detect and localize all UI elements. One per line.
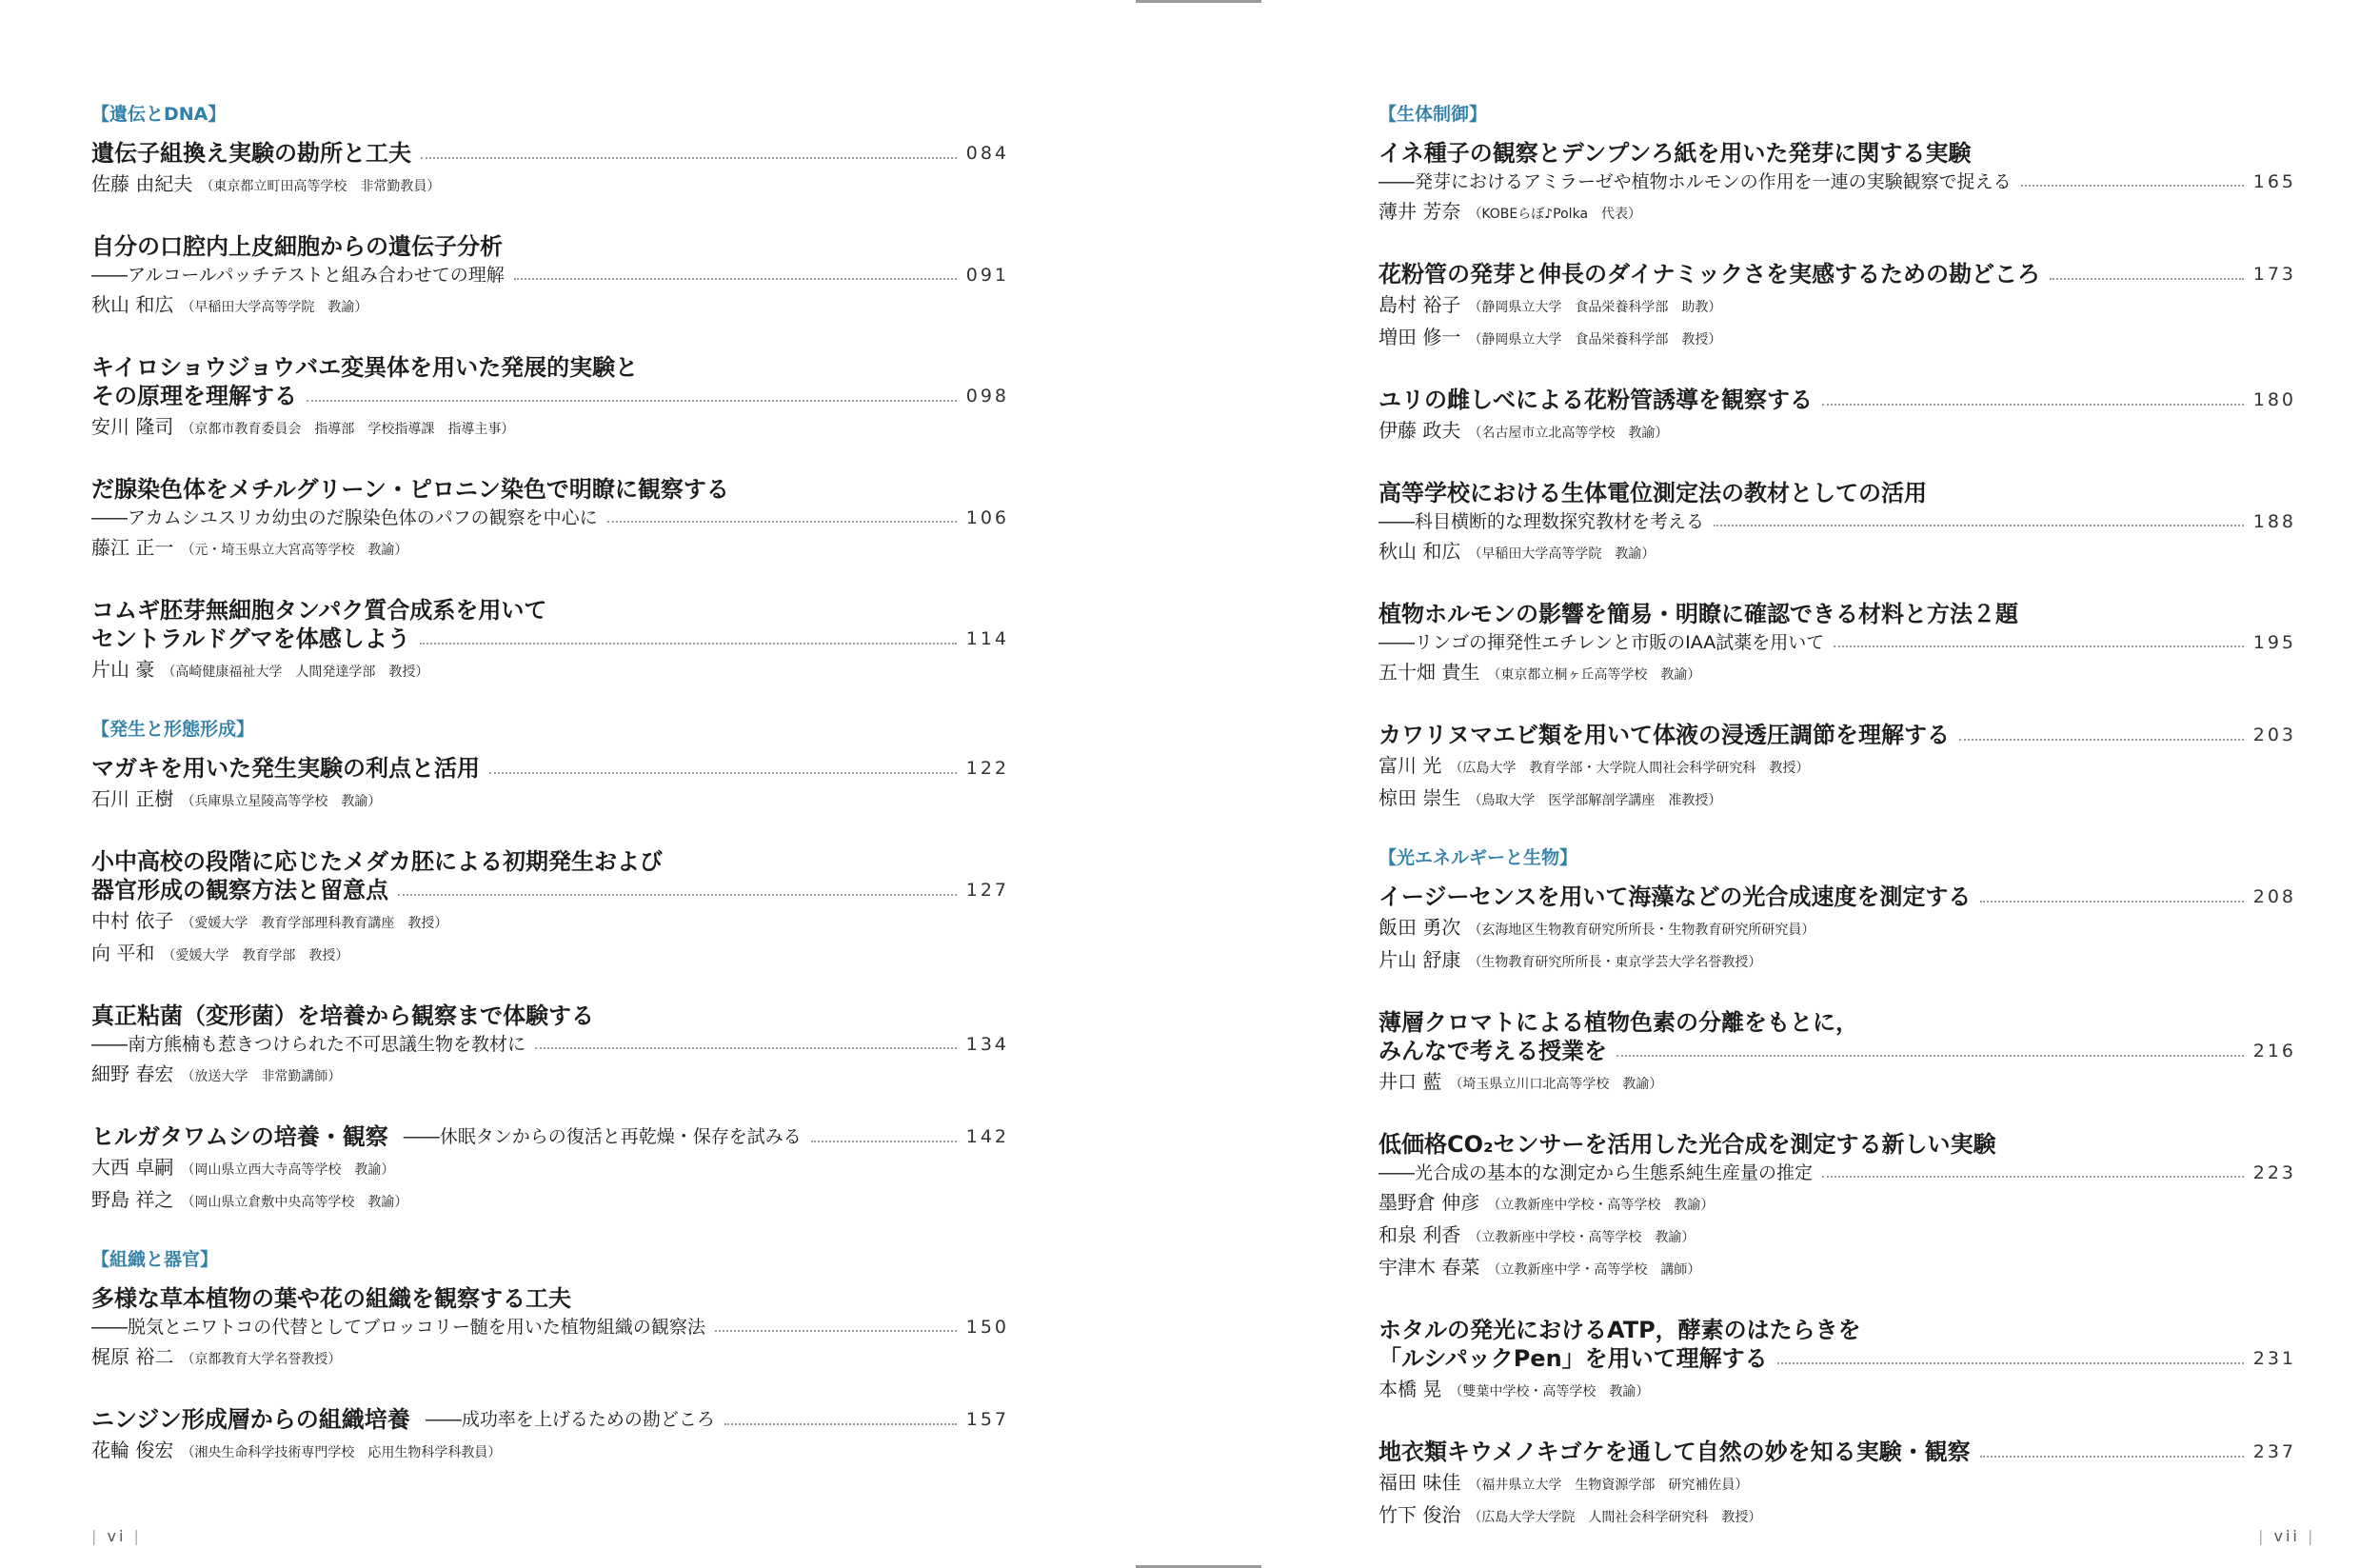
section-heading: 【光エネルギーと生物】 [1378,847,1578,868]
author-line [91,1186,1009,1216]
author-affiliation: （東京都立桐ヶ丘高等学校 教諭） [1487,667,1701,683]
author-affiliation: （埼玉県立川口北高等学校 教諭） [1449,1077,1663,1092]
dot-leader [2021,185,2244,187]
author-name: 薄井 芳奈 [1378,200,1461,223]
author-line [1378,538,2296,567]
page-number[interactable]: 134 [965,1034,1009,1055]
entry-title[interactable]: 遺伝子組換え実験の勘所と工夫 [91,140,411,167]
toc-entry[interactable] [1378,883,2296,976]
author-affiliation: （広島大学 教育学部・大学院人間社会科学研究科 教授） [1449,761,1810,776]
entry-subtitle: ――リンゴの揮発性エチレンと市販のIAA試薬を用いて [1378,632,1825,653]
author-line [91,907,1009,937]
author-affiliation: （岡山県立西大寺高等学校 教諭） [181,1162,395,1178]
entry-title-row[interactable] [91,876,1009,904]
page-number[interactable]: 188 [2252,511,2296,532]
author-name: 中村 依子 [91,909,174,932]
entry-title-row[interactable] [1378,139,2296,168]
author-name: 秋山 和広 [91,293,174,316]
toc-section [91,718,1009,1216]
toc-entry[interactable] [91,139,1009,200]
dot-leader [514,278,957,280]
page-number[interactable]: 208 [2252,886,2296,907]
gutter-mark-top [1136,0,1261,3]
section-heading: 【遺伝とDNA】 [91,104,227,125]
author-line [1378,1221,2296,1251]
entry-title[interactable]: 地衣類キウメノキゴケを通して自然の妙を知る実験・観察 [1378,1439,1971,1465]
entry-title[interactable]: 自分の口腔内上皮細胞からの遺伝子分析 [91,233,503,260]
entry-subtitle-row [91,1314,1009,1340]
entry-title-line[interactable]: コムギ胚芽無細胞タンパク質合成系を用いて [91,597,547,624]
author-line [91,413,1009,443]
page-number[interactable]: 122 [965,758,1009,779]
author-affiliation: （静岡県立大学 食品栄養科学部 助教） [1468,300,1722,315]
dot-leader [1777,1362,2244,1364]
entry-title-row[interactable] [91,139,1009,168]
toc-entry[interactable] [1378,139,2296,228]
author-name: 富川 光 [1378,754,1442,777]
author-line [1378,946,2296,976]
toc-entry[interactable] [1378,1008,2296,1098]
author-affiliation: （生物教育研究所所長・東京学芸大学名誉教授） [1468,955,1762,970]
toc-entry[interactable] [1378,1130,2296,1283]
author-affiliation: （名古屋市立北高等学校 教諭） [1468,426,1669,441]
author-affiliation: （早稲田大学高等学院 教諭） [181,300,368,315]
entry-title-row[interactable] [1378,883,2296,911]
entry-title-row[interactable] [91,625,1009,653]
entry-title-row[interactable] [91,475,1009,504]
dot-leader [1714,525,2244,526]
author-line [1378,1501,2296,1531]
dot-leader [724,1423,957,1425]
author-name: 島村 裕子 [1378,293,1461,316]
entry-subtitle: ――科目横断的な理数探究教材を考える [1378,511,1705,532]
entry-title[interactable]: ヒルガタワムシの培養・観察 [91,1123,388,1150]
author-affiliation: （元・埼玉県立大宮高等学校 教諭） [181,543,408,558]
entry-title[interactable]: カワリヌマエビ類を用いて体液の浸透圧調節を理解する [1378,722,1950,748]
toc-entry[interactable] [1378,721,2296,814]
dot-leader [1959,739,2244,741]
entry-title-line[interactable]: キイロショウジョウバエ変異体を用いた発展的実験と [91,354,639,381]
toc-entry[interactable] [91,353,1009,443]
entry-title-row[interactable] [1378,386,2296,414]
page-number[interactable]: 223 [2252,1162,2296,1183]
author-name: 福田 味佳 [1378,1471,1461,1494]
author-affiliation: （静岡県立大学 食品栄養科学部 教授） [1468,332,1722,347]
toc-section [91,103,1009,685]
author-line [1378,198,2296,228]
entry-subtitle-row [1378,1160,2296,1186]
author-name: 石川 正樹 [91,787,174,810]
toc-right-page [1378,103,2296,1563]
page-number[interactable]: 180 [2252,389,2296,410]
author-name: 本橋 晃 [1378,1378,1442,1400]
folio-left: | vi | [91,1527,142,1545]
author-affiliation: （KOBEらぼ♪Polka 代表） [1468,207,1642,222]
entry-subtitle-row [1378,629,2296,656]
entry-title[interactable]: 器官形成の観察方法と留意点 [91,877,388,903]
author-line [1378,1376,2296,1405]
author-line [1378,1469,2296,1499]
toc-entry[interactable] [1378,600,2296,688]
author-line [91,534,1009,564]
author-affiliation: （立教新座中学・高等学校 講師） [1487,1262,1701,1278]
section-heading: 【発生と形態形成】 [91,719,255,740]
page-number[interactable]: 084 [965,143,1009,164]
author-line [1378,1068,2296,1098]
author-affiliation: （立教新座中学校・高等学校 教諭） [1468,1230,1696,1245]
entry-title[interactable]: ニンジン形成層からの組織培養 [91,1406,410,1433]
folio-right: | vii | [2258,1527,2316,1545]
dot-leader [1980,1456,2244,1458]
dot-leader [535,1047,957,1049]
author-line [91,1154,1009,1183]
author-line [1378,752,2296,782]
toc-entry[interactable] [1378,479,2296,567]
entry-title[interactable]: その原理を理解する [91,383,297,409]
author-affiliation: （京都教育大学名誉教授） [181,1352,342,1367]
author-affiliation: （玄海地区生物教育研究所所長・生物教育研究所研究員） [1468,923,1815,938]
toc-entry[interactable] [91,754,1009,815]
toc-entry[interactable] [1378,1316,2296,1405]
entry-subtitle: ――南方熊楠も惹きつけられた不可思議生物を教材に [91,1034,526,1055]
author-affiliation: （広島大学大学院 人間社会科学研究科 教授） [1468,1510,1762,1525]
entry-title-row[interactable] [91,1122,1009,1151]
entry-subtitle: ――アルコールパッチテストと組み合わせての理解 [91,265,505,286]
toc-entry[interactable] [1378,386,2296,447]
author-name: 秋山 和広 [1378,540,1461,563]
entry-subtitle: ――光合成の基本的な測定から生態系純生産量の推定 [1378,1162,1814,1183]
toc-entry[interactable] [91,847,1009,969]
author-affiliation: （鳥取大学 医学部解剖学講座 准教授） [1468,793,1722,808]
author-affiliation: （高崎健康福祉大学 人間発達学部 教授） [162,665,429,680]
author-name: 大西 卓嗣 [91,1156,174,1179]
page-number[interactable]: 098 [965,386,1009,407]
entry-title-line[interactable]: 小中高校の段階に応じたメダカ胚による初期発生および [91,848,663,875]
toc-left-page [91,103,1009,1499]
toc-entry[interactable] [91,232,1009,321]
author-affiliation: （雙葉中学校・高等学校 教諭） [1449,1384,1650,1399]
author-name: 向 平和 [91,942,155,964]
entry-title[interactable]: みんなで考える授業を [1378,1038,1607,1064]
entry-title-row[interactable] [91,232,1009,261]
entry-title[interactable]: だ腺染色体をメチルグリーン・ピロニン染色で明瞭に観察する [91,476,729,503]
author-name: 佐藤 由紀夫 [91,172,193,195]
dot-leader [1980,901,2243,903]
author-name: 藤江 正一 [91,536,174,559]
author-line [91,785,1009,815]
toc-section [91,1248,1009,1466]
dot-leader [420,643,957,645]
section-heading: 【生体制御】 [1378,104,1488,125]
dot-leader [421,157,957,159]
dot-leader [1834,645,2243,647]
author-name: 伊藤 政夫 [1378,419,1461,442]
author-affiliation: （湘央生命科学技術専門学校 応用生物科学科教員） [181,1445,502,1460]
entry-title-row[interactable] [91,1002,1009,1030]
author-line [1378,324,2296,353]
author-line [91,1343,1009,1373]
page-number[interactable]: 106 [965,507,1009,528]
page-number[interactable]: 150 [965,1317,1009,1338]
author-line [1378,914,2296,943]
toc-entry[interactable] [91,1405,1009,1466]
entry-title[interactable]: 多様な草本植物の葉や花の組織を観察する工夫 [91,1285,571,1312]
dot-leader [607,521,957,523]
author-line [1378,417,2296,447]
entry-title-row[interactable] [1378,1130,2296,1159]
dot-leader [2050,278,2244,280]
page-number[interactable]: 195 [2252,632,2296,653]
author-affiliation: （愛媛大学 教育学部 教授） [162,948,349,963]
page-number[interactable]: 127 [965,880,1009,901]
entry-subtitle: ――成功率を上げるための勘どころ [425,1409,715,1430]
author-name: 井口 藍 [1378,1070,1442,1093]
toc-entry[interactable] [91,475,1009,564]
entry-title[interactable]: 高等学校における生体電位測定法の教材としての活用 [1378,480,1927,506]
page-number[interactable]: 173 [2252,264,2296,285]
dot-leader [715,1330,957,1332]
author-line [1378,1189,2296,1219]
author-name: 花輪 俊宏 [91,1439,174,1461]
entry-subtitle-row [91,262,1009,288]
entry-title[interactable]: 低価格CO₂センサーを活用した光合成を測定する新しい実験 [1378,1131,1996,1158]
page-number[interactable]: 091 [965,265,1009,286]
entry-title[interactable]: 真正粘菌（変形菌）を培養から観察まで体験する [91,1002,594,1029]
toc-section [1378,103,2296,814]
author-name: 野島 祥之 [91,1188,174,1211]
entry-subtitle-row [1378,169,2296,195]
author-name: 竹下 俊治 [1378,1503,1461,1526]
author-affiliation: （岡山県立倉敷中央高等学校 教諭） [181,1195,408,1210]
toc-entry[interactable] [91,1002,1009,1090]
page-number[interactable]: 231 [2252,1348,2296,1369]
page-number[interactable]: 165 [2252,171,2296,192]
entry-title-row[interactable] [1378,260,2296,288]
entry-subtitle-row [1378,508,2296,535]
author-affiliation: （兵庫県立星陵高等学校 教諭） [181,794,382,809]
entry-subtitle: ――脱気とニワトコの代替としてブロッコリー髄を用いた植物組織の観察法 [91,1317,705,1338]
page-number[interactable]: 157 [965,1409,1009,1430]
author-affiliation: （京都市教育委員会 指導部 学校指導課 指導主事） [181,422,515,437]
entry-title-row[interactable] [91,1405,1009,1434]
author-name: 五十畑 貴生 [1378,661,1480,684]
author-line [91,170,1009,200]
author-line [1378,784,2296,814]
entry-title-row[interactable] [1378,721,2296,749]
entry-title[interactable]: マガキを用いた発生実験の利点と活用 [91,755,480,782]
author-affiliation: （愛媛大学 教育学部理科教育講座 教授） [181,916,448,931]
author-name: 片山 豪 [91,658,155,681]
author-line [1378,659,2296,688]
dot-leader [489,772,957,774]
author-affiliation: （立教新座中学校・高等学校 教諭） [1487,1198,1715,1213]
entry-subtitle-row [91,505,1009,531]
dot-leader [1616,1055,2244,1057]
dot-leader [1822,1176,2244,1178]
author-affiliation: （福井県立大学 生物資源学部 研究補佐員） [1468,1478,1749,1493]
entry-title-row[interactable] [1378,1438,2296,1466]
author-affiliation: （東京都立町田高等学校 非常勤教員） [200,179,441,194]
entry-title[interactable]: 花粉管の発芽と伸長のダイナミックさを実感するための勘どころ [1378,261,2041,288]
page-number[interactable]: 142 [965,1126,1009,1147]
author-name: 飯田 勇次 [1378,916,1461,939]
author-name: 梶原 裕二 [91,1345,174,1368]
page-number[interactable]: 216 [2252,1041,2296,1062]
toc-entry[interactable] [91,1284,1009,1373]
author-name: 片山 舒康 [1378,948,1461,971]
section-heading: 【組織と器官】 [91,1249,219,1270]
entry-title[interactable]: ユリの雌しべによる花粉管誘導を観察する [1378,387,1813,413]
entry-title[interactable]: 「ルシパックPen」を用いて理解する [1378,1345,1768,1372]
page-number[interactable]: 203 [2252,724,2296,745]
author-line [1378,1254,2296,1283]
dot-leader [1822,404,2244,406]
toc-section [1378,846,2296,1531]
dot-leader [307,400,957,402]
author-line [91,1061,1009,1090]
folio-right-text: vii [2273,1527,2300,1545]
author-line [91,1437,1009,1466]
entry-title[interactable]: 植物ホルモンの影響を簡易・明瞭に確認できる材料と方法２題 [1378,601,2018,627]
toc-entry[interactable] [1378,260,2296,353]
author-line [91,656,1009,685]
entry-title-row[interactable] [91,1284,1009,1313]
author-name: 宇津木 春菜 [1378,1256,1480,1279]
entry-subtitle: ――休眠タンからの復活と再乾燥・保存を試みる [403,1126,802,1147]
author-name: 増田 修一 [1378,326,1461,348]
author-affiliation: （早稲田大学高等学院 教諭） [1468,546,1656,562]
dot-leader [811,1141,957,1142]
entry-title-line[interactable]: 薄層クロマトによる植物色素の分離をもとに， [1378,1009,1858,1036]
entry-title-row[interactable] [1378,600,2296,628]
dot-leader [398,894,957,896]
author-name: 安川 隆司 [91,415,174,438]
entry-subtitle-row [91,1031,1009,1058]
entry-title-row[interactable] [1378,1037,2296,1065]
entry-title-line[interactable]: ホタルの発光におけるATP，酵素のはたらきを [1378,1317,1861,1343]
author-name: 細野 春宏 [91,1062,174,1085]
entry-title-row[interactable] [91,382,1009,410]
entry-title[interactable]: セントラルドグマを体感しよう [91,625,410,652]
folio-left-text: vi [107,1527,127,1545]
entry-title[interactable]: イージーセンスを用いて海藻などの光合成速度を測定する [1378,883,1972,910]
entry-title[interactable]: イネ種子の観察とデンプンろ紙を用いた発芽に関する実験 [1378,140,1972,167]
page-number[interactable]: 114 [965,628,1009,649]
author-line [91,940,1009,969]
author-name: 和泉 利香 [1378,1223,1461,1246]
toc-entry[interactable] [91,1122,1009,1216]
entry-subtitle: ――発芽におけるアミラーゼや植物ホルモンの作用を一連の実験観察で捉える [1378,171,2012,192]
page-number[interactable]: 237 [2252,1441,2296,1462]
entry-subtitle: ――アカムシユスリカ幼虫のだ腺染色体のパフの観察を中心に [91,507,598,528]
author-line [1378,291,2296,321]
entry-title-row[interactable] [1378,1344,2296,1373]
author-name: 墨野倉 伸彦 [1378,1191,1480,1214]
toc-entry[interactable] [1378,1438,2296,1531]
author-name: 椋田 崇生 [1378,786,1461,809]
entry-title-row[interactable] [91,754,1009,783]
author-affiliation: （放送大学 非常勤講師） [181,1069,342,1084]
author-line [91,291,1009,321]
entry-title-row[interactable] [1378,479,2296,507]
toc-entry[interactable] [91,596,1009,685]
